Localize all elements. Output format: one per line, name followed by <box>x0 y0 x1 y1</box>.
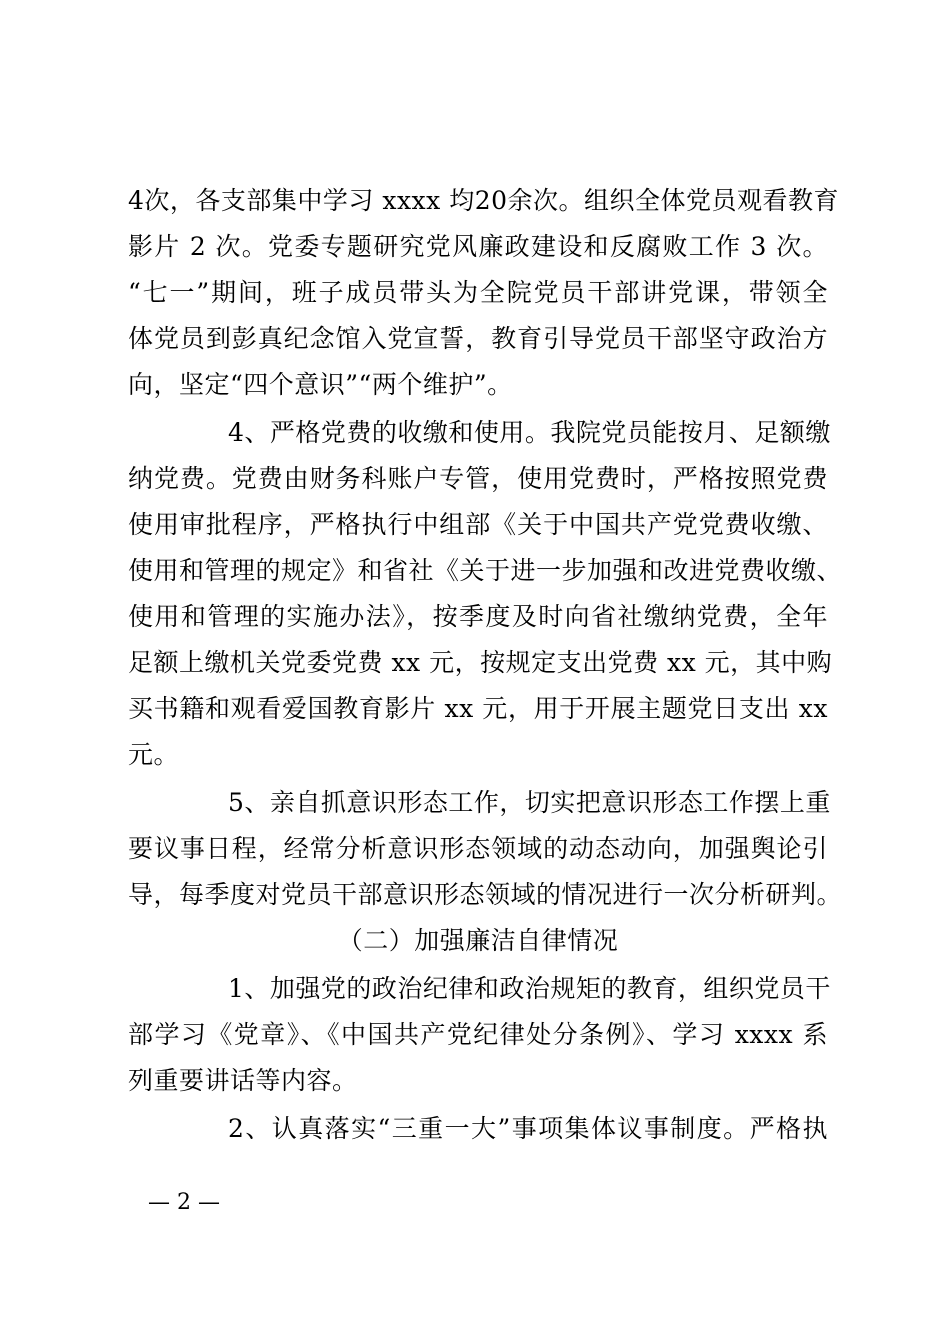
text-line: 5、亲自抓意识形态工作，切实把意识形态工作摆上重 <box>228 788 831 817</box>
text-line: 1、加强党的政治纪律和政治规矩的教育，组织党员干 <box>228 974 831 1003</box>
document-body <box>128 178 843 1152</box>
text-line: 使用审批程序，严格执行中组部《关于中国共产党党费收缴、 <box>128 510 828 539</box>
text-line: 元。 <box>128 740 180 769</box>
text-line: 使用和管理的实施办法》，按季度及时向省社缴纳党费，全年 <box>128 602 828 631</box>
text-line: 体党员到彭真纪念馆入党宣誓，教育引导党员干部坚守政治方 <box>128 324 828 353</box>
text-line: 4、严格党费的收缴和使用。我院党员能按月、足额缴 <box>228 418 831 447</box>
text-line: 足额上缴机关党委党费 xx 元，按规定支出党费 xx 元，其中购 <box>128 648 833 677</box>
text-line: 4次，各支部集中学习 xxxx 均20余次。组织全体党员观看教育 <box>128 186 840 215</box>
page-number: — 2 — <box>148 1190 220 1215</box>
text-line: 向，坚定“四个意识”“两个维护”。 <box>128 370 513 399</box>
text-line: 部学习《党章》、《中国共产党纪律处分条例》、学习 xxxx 系 <box>128 1020 828 1049</box>
text-line: 使用和管理的规定》和省社《关于进一步加强和改进党费收缴、 <box>128 556 843 585</box>
text-line: 列重要讲话等内容。 <box>128 1066 358 1095</box>
text-line: 要议事日程，经常分析意识形态领域的动态动向，加强舆论引 <box>128 834 828 863</box>
text-line: “七一”期间，班子成员带头为全院党员干部讲党课，带领全 <box>128 278 828 307</box>
section-heading: （二）加强廉洁自律情况 <box>337 926 619 955</box>
text-line: 纳党费。党费由财务科账户专管，使用党费时，严格按照党费 <box>128 464 828 493</box>
text-line: 导，每季度对党员干部意识形态领域的情况进行一次分析研判。 <box>128 880 843 909</box>
text-line: 买书籍和观看爱国教育影片 xx 元，用于开展主题党日支出 xx <box>128 694 828 723</box>
text-line: 影片 2 次。党委专题研究党风廉政建设和反腐败工作 3 次。 <box>128 232 828 261</box>
text-line: 2、认真落实“三重一大”事项集体议事制度。严格执 <box>228 1114 828 1143</box>
